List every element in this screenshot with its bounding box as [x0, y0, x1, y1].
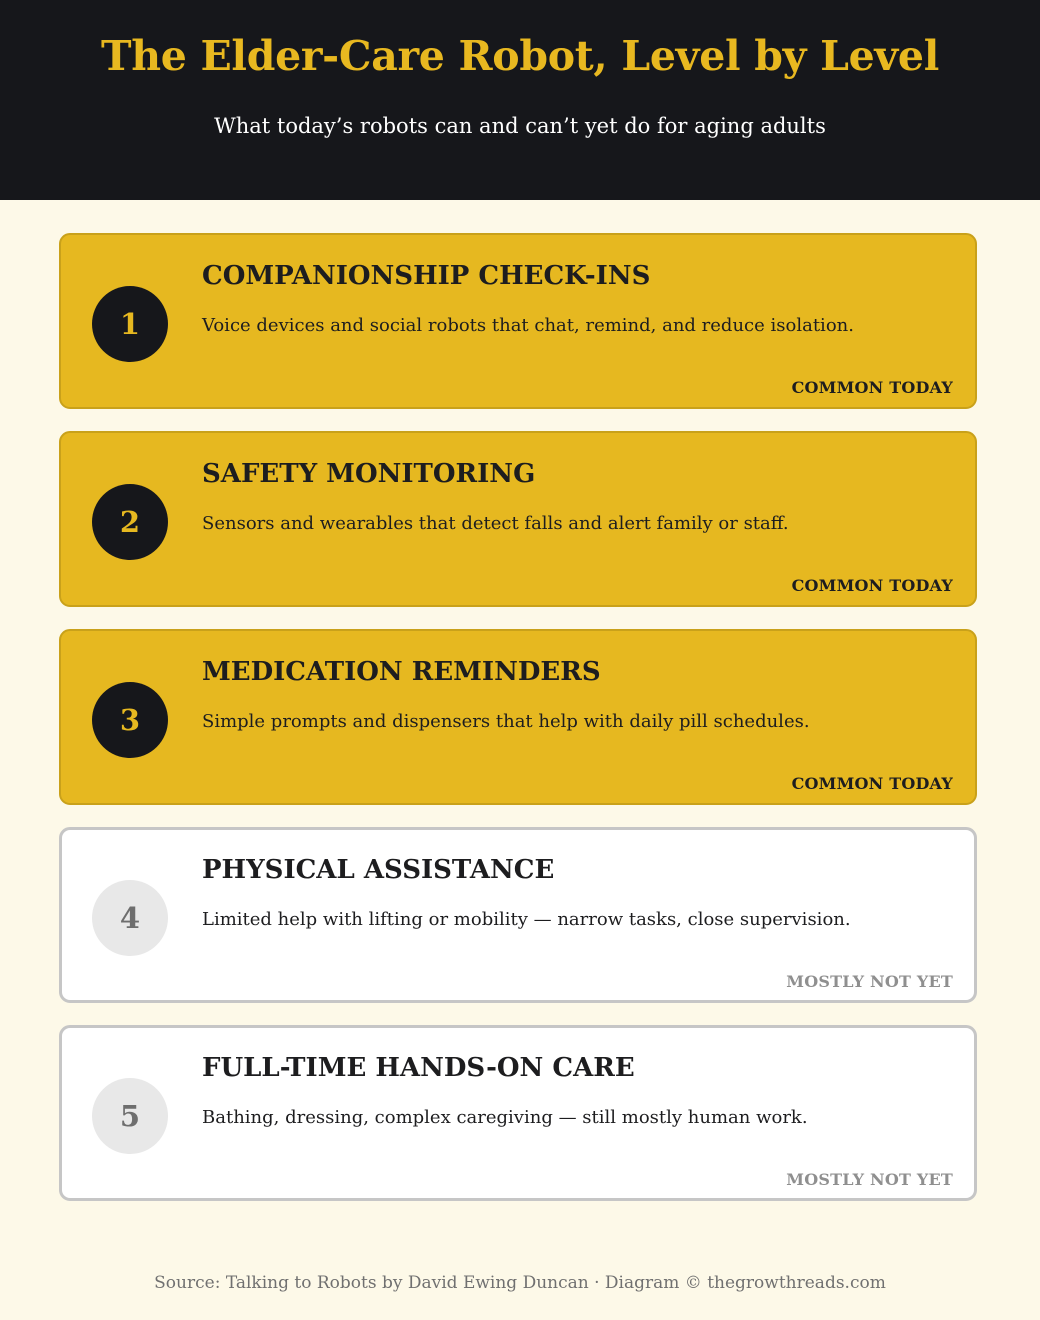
level-number-badge: 2 [92, 484, 168, 560]
level-status: COMMON TODAY [791, 774, 953, 793]
level-status: MOSTLY NOT YET [786, 1170, 953, 1189]
level-description: Simple prompts and dispensers that help with daily pill schedules. [202, 711, 810, 732]
level-number-badge: 1 [92, 286, 168, 362]
level-number-badge: 3 [92, 682, 168, 758]
level-number-badge: 4 [92, 880, 168, 956]
level-description: Bathing, dressing, complex caregiving — still mostly human work. [202, 1107, 808, 1128]
source-footer: Source: Talking to Robots by David Ewing Duncan · Diagram © thegrowthreads.com [154, 1273, 886, 1293]
level-status: MOSTLY NOT YET [786, 972, 953, 991]
level-description: Limited help with lifting or mobility — narrow tasks, close supervision. [202, 909, 851, 930]
level-card-2 [59, 431, 977, 607]
page-title: The Elder-Care Robot, Level by Level [101, 32, 939, 80]
level-title: COMPANIONSHIP CHECK-INS [202, 261, 651, 291]
level-title: SAFETY MONITORING [202, 459, 536, 489]
level-description: Voice devices and social robots that chat, remind, and reduce isolation. [202, 315, 854, 336]
level-title: MEDICATION REMINDERS [202, 657, 601, 687]
level-card-5 [59, 1025, 977, 1201]
level-title: PHYSICAL ASSISTANCE [202, 855, 555, 885]
level-card-1 [59, 233, 977, 409]
level-status: COMMON TODAY [791, 576, 953, 595]
level-number-badge: 5 [92, 1078, 168, 1154]
page-subtitle: What today’s robots can and can’t yet do for aging adults [214, 114, 826, 138]
level-status: COMMON TODAY [791, 378, 953, 397]
header-banner [0, 0, 1040, 200]
level-card-3 [59, 629, 977, 805]
level-description: Sensors and wearables that detect falls and alert family or staff. [202, 513, 789, 534]
level-title: FULL-TIME HANDS-ON CARE [202, 1053, 635, 1083]
level-card-4 [59, 827, 977, 1003]
